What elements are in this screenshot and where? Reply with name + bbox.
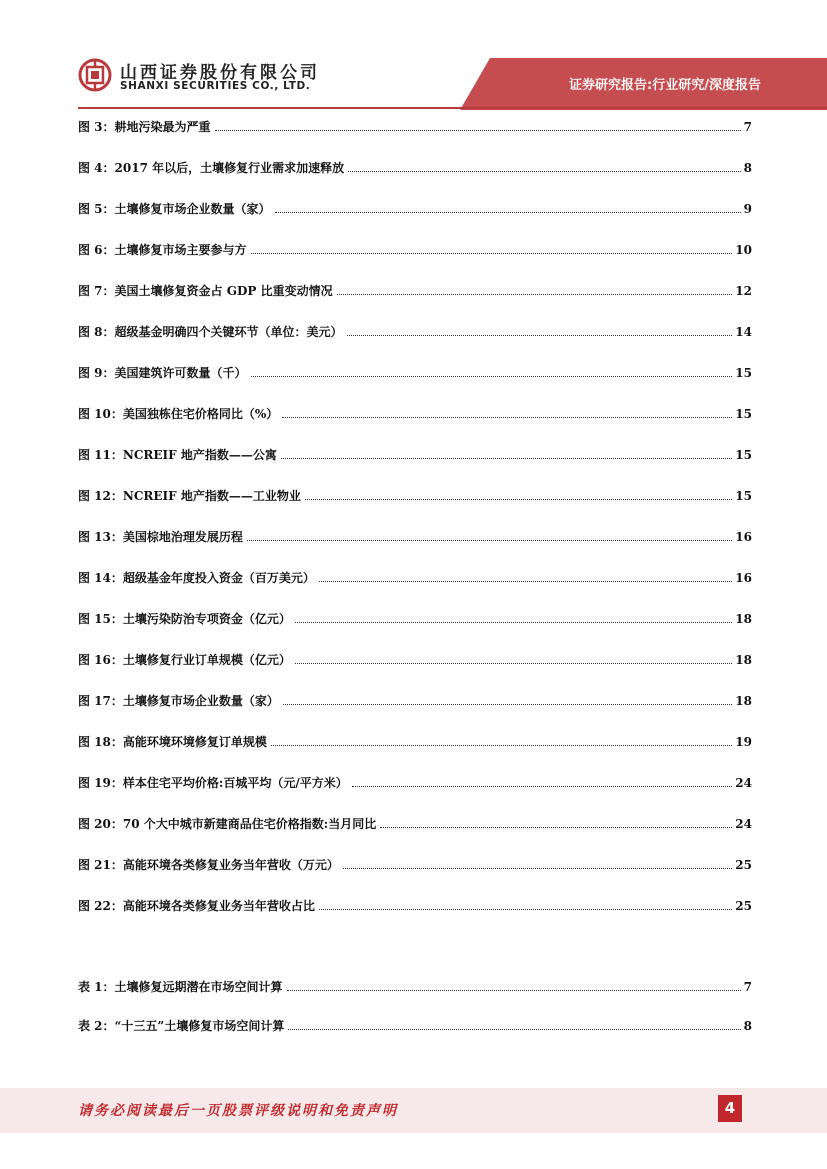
toc-leader-dots <box>271 735 732 746</box>
toc-entry-page: 18 <box>735 694 752 708</box>
toc-entry-label: 表 2： <box>78 1019 115 1033</box>
toc-leader-dots <box>251 366 733 377</box>
toc-entry-title: 土壤修复行业订单规模（亿元） <box>122 653 291 667</box>
toc-entry-page: 12 <box>735 284 752 298</box>
toc-entry-page: 9 <box>743 202 752 216</box>
toc-leader-dots <box>287 980 741 991</box>
toc-leader-dots <box>215 120 741 131</box>
toc-entry-label: 图 19： <box>78 776 123 790</box>
toc-leader-dots <box>348 161 741 172</box>
toc-entry[interactable] <box>78 978 752 996</box>
toc-leader-dots <box>295 612 732 623</box>
toc-entry-page: 24 <box>735 817 752 831</box>
toc-entry-title: 土壤修复远期潜在市场空间计算 <box>114 980 283 994</box>
toc-entry-title: 土壤修复市场企业数量（家） <box>122 694 279 708</box>
toc-entry-title: NCREIF 地产指数——工业物业 <box>122 489 301 503</box>
toc-entry-label: 图 12： <box>78 489 123 503</box>
toc-entry-page: 10 <box>735 243 752 257</box>
toc-entry-page: 15 <box>735 489 752 503</box>
toc-entry-page: 25 <box>735 899 752 913</box>
toc-entry[interactable] <box>78 569 752 587</box>
toc-entry-label: 表 1： <box>78 980 115 994</box>
toc-entry[interactable] <box>78 897 752 915</box>
toc-entry-title: 样本住宅平均价格:百城平均（元/平方米） <box>122 776 348 790</box>
toc-entry-title: 高能环境环境修复订单规模 <box>122 735 267 749</box>
toc-leader-dots <box>347 325 733 336</box>
toc-entry-title: 耕地污染最为严重 <box>114 120 211 134</box>
toc-entry[interactable] <box>78 774 752 792</box>
toc-entry-page: 19 <box>735 735 752 749</box>
toc-leader-dots <box>288 1019 740 1030</box>
toc-leader-dots <box>251 243 733 254</box>
toc-entry[interactable] <box>78 610 752 628</box>
toc-entry-page: 8 <box>743 1019 752 1033</box>
toc-entry-title: 超级基金明确四个关键环节（单位：美元） <box>114 325 343 339</box>
toc-entry-page: 7 <box>743 980 752 994</box>
toc-leader-dots <box>352 776 733 787</box>
toc-entry-title: 2017 年以后，土壤修复行业需求加速释放 <box>114 161 345 175</box>
toc-leader-dots <box>283 694 732 705</box>
toc-entry-page: 15 <box>735 448 752 462</box>
toc-entry-page: 16 <box>735 571 752 585</box>
toc-entry-label: 图 3： <box>78 120 115 134</box>
toc-entry-title: “十三五”土壤修复市场空间计算 <box>114 1019 285 1033</box>
toc-entry-label: 图 6： <box>78 243 115 257</box>
toc-leader-dots <box>247 530 732 541</box>
toc-leader-dots <box>343 858 732 869</box>
toc-entry[interactable] <box>78 364 752 382</box>
toc-entry-page: 18 <box>735 612 752 626</box>
toc-leader-dots <box>295 653 732 664</box>
toc-entry-title: 高能环境各类修复业务当年营收（万元） <box>122 858 339 872</box>
toc-entry-label: 图 9： <box>78 366 115 380</box>
toc-entry-page: 14 <box>735 325 752 339</box>
toc-entry[interactable] <box>78 159 752 177</box>
toc-entry-label: 图 11： <box>78 448 123 462</box>
toc-entry-label: 图 13： <box>78 530 123 544</box>
toc-entry-label: 图 20： <box>78 817 123 831</box>
toc-entry-title: 美国独栋住宅价格同比（%） <box>122 407 279 421</box>
toc-leader-dots <box>319 899 732 910</box>
toc-leader-dots <box>281 448 732 459</box>
toc-entry-label: 图 17： <box>78 694 123 708</box>
toc-entry-label: 图 4： <box>78 161 115 175</box>
toc-entry-title: 美国土壤修复资金占 GDP 比重变动情况 <box>114 284 333 298</box>
toc-entry-label: 图 15： <box>78 612 123 626</box>
toc-entry-label: 图 16： <box>78 653 123 667</box>
toc-entry-page: 16 <box>735 530 752 544</box>
page-header <box>0 0 827 110</box>
toc-entry[interactable] <box>78 815 752 833</box>
toc-leader-dots <box>337 284 733 295</box>
toc-entry[interactable] <box>78 733 752 751</box>
toc-entry[interactable] <box>78 528 752 546</box>
toc-entry-label: 图 22： <box>78 899 123 913</box>
toc-entry-page: 8 <box>743 161 752 175</box>
footer-disclaimer: 请务必阅读最后一页股票评级说明和免责声明 <box>78 1103 398 1119</box>
toc-entry[interactable] <box>78 200 752 218</box>
toc-entry[interactable] <box>78 241 752 259</box>
company-name-en: SHANXI SECURITIES CO., LTD. <box>120 80 311 92</box>
toc-entry[interactable] <box>78 282 752 300</box>
toc-leader-dots <box>275 202 741 213</box>
header-divider <box>78 107 827 109</box>
toc-entry[interactable] <box>78 856 752 874</box>
toc-entry-label: 图 18： <box>78 735 123 749</box>
toc-entry[interactable] <box>78 692 752 710</box>
page-number: 4 <box>718 1095 742 1122</box>
toc-entry-label: 图 10： <box>78 407 123 421</box>
toc-leader-dots <box>305 489 732 500</box>
toc-entry[interactable] <box>78 487 752 505</box>
toc-entry-title: 土壤修复市场主要参与方 <box>114 243 247 257</box>
toc-entry-page: 25 <box>735 858 752 872</box>
toc-entry-page: 7 <box>743 120 752 134</box>
toc-entry[interactable] <box>78 405 752 423</box>
toc-entry-title: 土壤修复市场企业数量（家） <box>114 202 271 216</box>
toc-entry[interactable] <box>78 323 752 341</box>
toc-leader-dots <box>380 817 732 828</box>
toc-entry[interactable] <box>78 446 752 464</box>
toc-entry-title: 土壤污染防治专项资金（亿元） <box>122 612 291 626</box>
toc-entry-title: 美国建筑许可数量（千） <box>114 366 247 380</box>
toc-entry-title: 美国棕地治理发展历程 <box>122 530 243 544</box>
toc-entry-title: 超级基金年度投入资金（百万美元） <box>122 571 315 585</box>
toc-leader-dots <box>319 571 732 582</box>
report-type-tag: 证券研究报告:行业研究/深度报告 <box>569 78 761 93</box>
toc-entry-title: 70 个大中城市新建商品住宅价格指数:当月同比 <box>122 817 377 831</box>
company-name-cn: 山西证券股份有限公司 <box>120 63 320 83</box>
toc-entry-page: 18 <box>735 653 752 667</box>
toc-leader-dots <box>282 407 732 418</box>
toc-entry-label: 图 14： <box>78 571 123 585</box>
toc-entry-label: 图 5： <box>78 202 115 216</box>
toc-entry-page: 15 <box>735 407 752 421</box>
toc-entry-page: 15 <box>735 366 752 380</box>
toc-entry[interactable] <box>78 651 752 669</box>
toc-entry-label: 图 8： <box>78 325 115 339</box>
toc-entry-label: 图 21： <box>78 858 123 872</box>
toc-entry[interactable] <box>78 1017 752 1035</box>
toc-entry-title: 高能环境各类修复业务当年营收占比 <box>122 899 315 913</box>
toc-entry[interactable] <box>78 118 752 136</box>
toc-entry-title: NCREIF 地产指数——公寓 <box>122 448 277 462</box>
toc-entry-page: 24 <box>735 776 752 790</box>
toc-entry-label: 图 7： <box>78 284 115 298</box>
